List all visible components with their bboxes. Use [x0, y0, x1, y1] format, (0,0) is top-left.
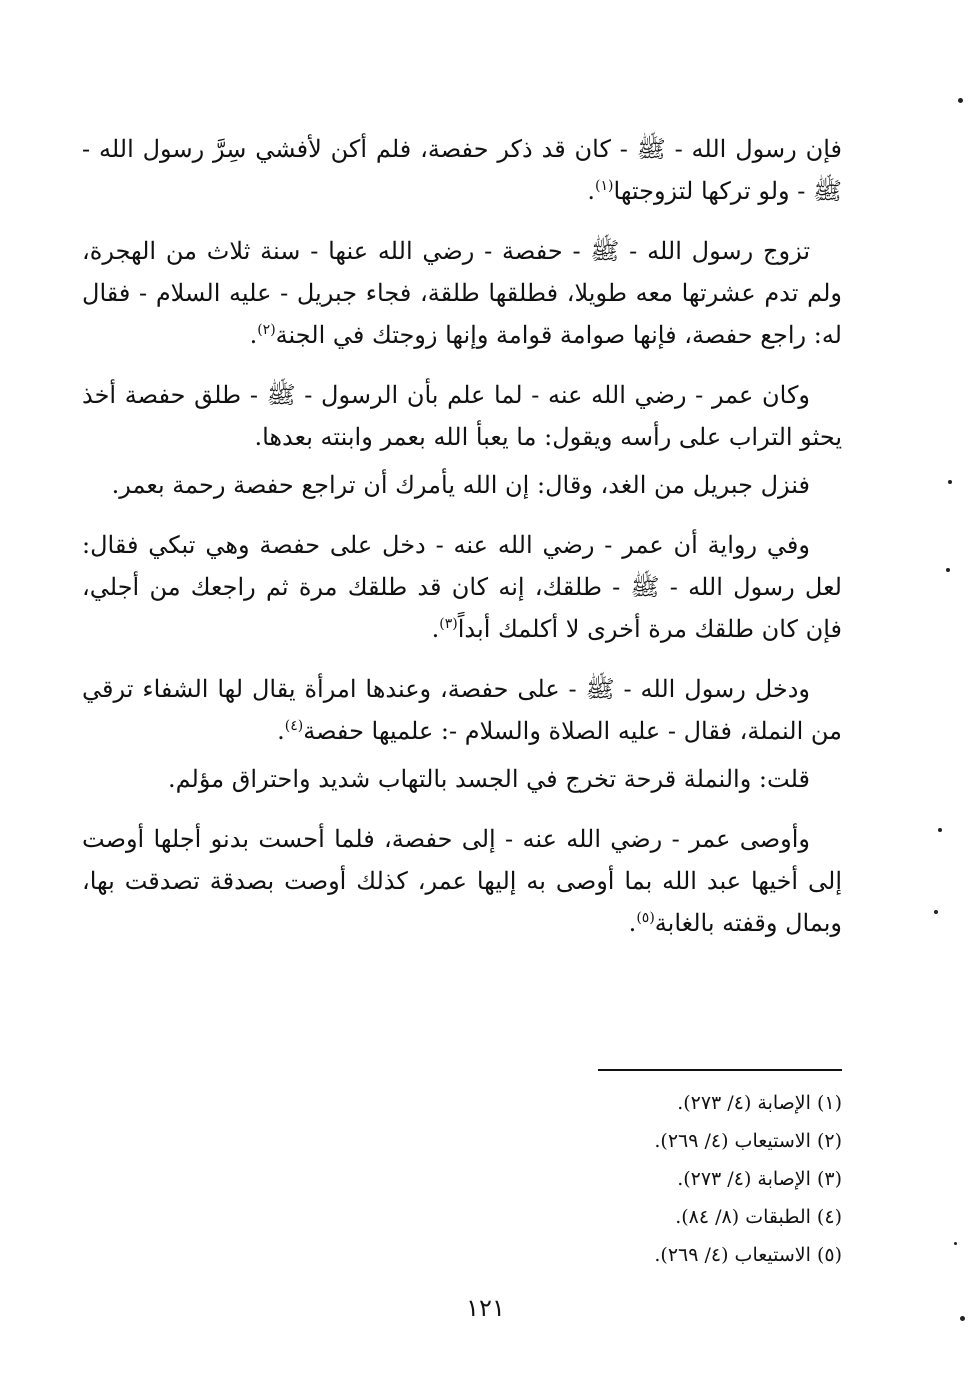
- paragraph-2: تزوج رسول الله - ﷺ - حفصة - رضي الله عنها - سنة ثلاث من الهجرة، ولم تدم عشرتها معه طويلا، فطلقها طلقة، فجاء جبريل - عليه السلام - فقال له: راجع حفصة، فإنها صوامة قوامة وإنها زوجتك في الجنة$^{(٢)}$.: [82, 237, 842, 349]
- scan-speck: [948, 480, 952, 484]
- footnote-ref-1[interactable]: (١): [595, 178, 614, 194]
- footnote-5: (٥) الاستيعاب (٤/ ٢٦٩).: [654, 1244, 842, 1266]
- footnote-1: (١) الإصابة (٤/ ٢٧٣).: [677, 1092, 842, 1114]
- scan-speck: [946, 568, 950, 572]
- footnote-2: (٢) الاستيعاب (٤/ ٢٦٩).: [654, 1130, 842, 1152]
- footnotes: [560, 1084, 842, 1274]
- footnote-ref-2[interactable]: (٢): [257, 322, 276, 338]
- scan-speck: [958, 98, 963, 103]
- paragraph-7: قلت: والنملة قرحة تخرج في الجسد بالتهاب شديد واحتراق مؤلم.: [167, 765, 810, 793]
- paragraph-6: ودخل رسول الله - ﷺ - على حفصة، وعندها امرأة يقال لها الشفاء ترقي من النملة، فقال - عليه الصلاة والسلام -: علميها حفصة$^{(٤)}$.: [82, 675, 842, 745]
- main-text: [82, 128, 842, 962]
- footnote-4: (٤) الطبقات (٨/ ٨٤).: [675, 1206, 842, 1228]
- page-number: ١٢١: [466, 1294, 505, 1322]
- paragraph-8: وأوصى عمر - رضي الله عنه - إلى حفصة، فلما أحست بدنو أجلها أوصت إلى أخيها عبد الله بما أوصى به إليها عمر، كذلك أوصت بصدقة تصدقت بها، وبمال وقفته بالغابة$^{(٥)}$.: [82, 825, 842, 937]
- paragraph-5: وفي رواية أن عمر - رضي الله عنه - دخل على حفصة وهي تبكي فقال: لعل رسول الله - ﷺ - طلقك، إنه كان قد طلقك مرة ثم راجعك من أجلي، فإن كان طلقك مرة أخرى لا أكلمك أبداً$^{(٣)}$.: [82, 531, 842, 643]
- footnote-3: (٣) الإصابة (٤/ ٢٧٣).: [677, 1168, 842, 1190]
- footnote-ref-4[interactable]: (٤): [284, 718, 304, 734]
- paragraph-4: فنزل جبريل من الغد، وقال: إن الله يأمرك أن تراجع حفصة رحمة بعمر.: [111, 471, 810, 499]
- footnote-ref-3[interactable]: (٣): [439, 616, 458, 632]
- scan-speck: [960, 1316, 965, 1321]
- footnote-divider: [598, 1069, 842, 1071]
- footnote-ref-5[interactable]: (٥): [636, 910, 655, 926]
- scan-speck: [934, 910, 938, 914]
- paragraph-1: فإن رسول الله - ﷺ - كان قد ذكر حفصة، فلم أكن لأفشي سِرَّ رسول الله - ﷺ - ولو تركها لتزوجتها$^{(١)}$.: [82, 135, 842, 205]
- paragraph-3: وكان عمر - رضي الله عنه - لما علم بأن الرسول - ﷺ - طلق حفصة أخذ يحثو التراب على رأسه ويقول: ما يعبأ الله بعمر وابنته بعدها.: [82, 381, 842, 451]
- scan-speck: [954, 1242, 957, 1245]
- scan-speck: [938, 828, 942, 832]
